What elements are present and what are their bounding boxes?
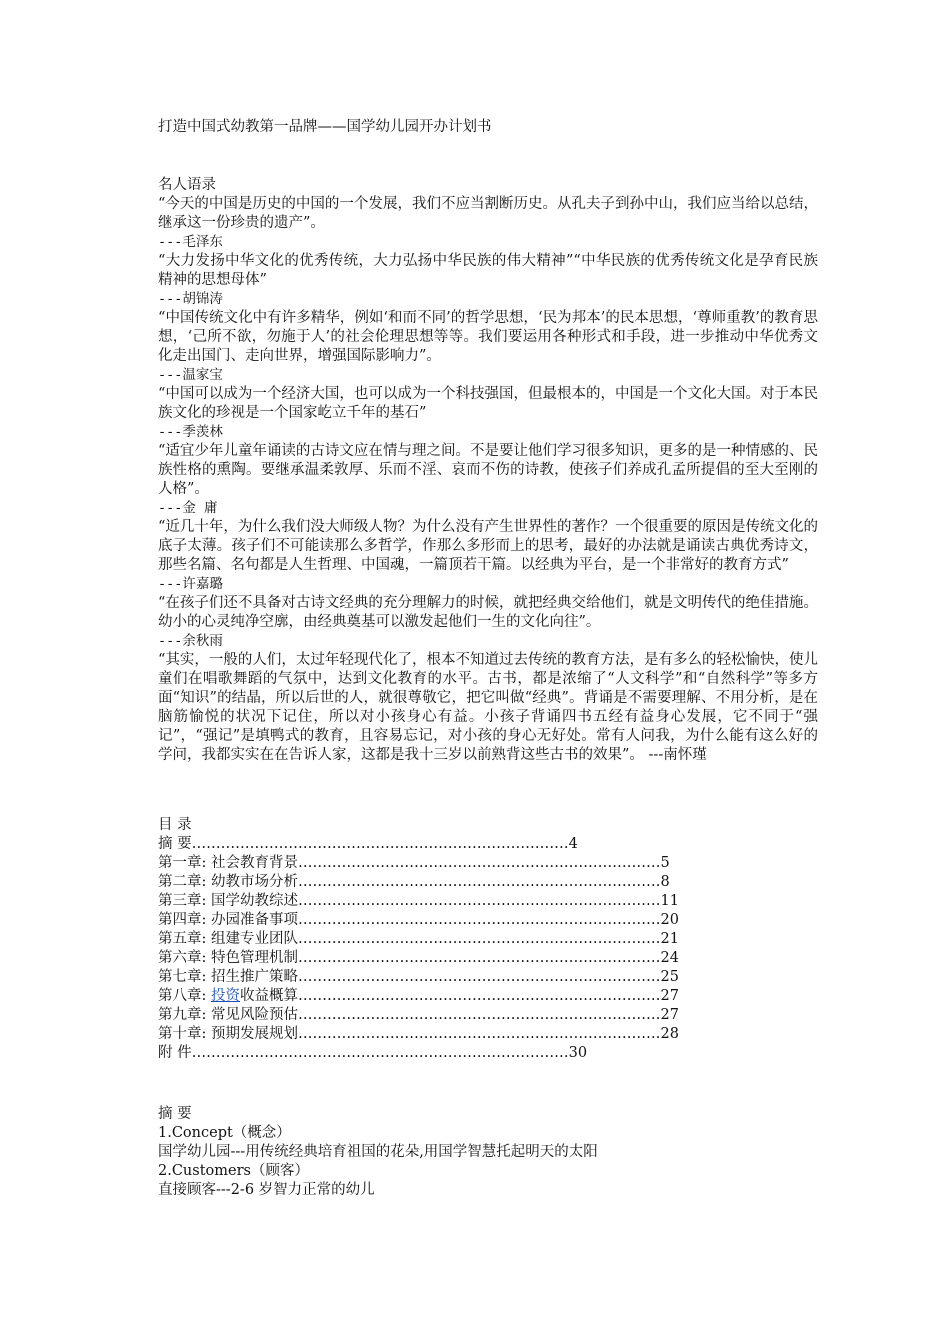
summary-line: 国学幼儿园---用传统经典培育祖国的花朵,用国学智慧托起明天的太阳	[158, 1144, 598, 1160]
table-of-contents	[158, 835, 818, 1063]
summary-line: 直接顾客---2-6 岁智力正常的幼儿	[158, 1182, 375, 1198]
toc-entry[interactable]	[158, 835, 818, 854]
toc-entry[interactable]	[158, 911, 818, 930]
toc-leader-dots: ……………………………………………………………………	[191, 836, 569, 852]
toc-entry[interactable]	[158, 968, 818, 987]
toc-page-number: 30	[568, 1045, 588, 1061]
toc-entry[interactable]	[158, 949, 818, 968]
quote-text: “适宜少年儿童年诵读的古诗文应在情与理之间。不是要让他们学习很多知识，更多的是一种情感的、民族性格的熏陶。要继承温柔敦厚、乐而不淫、哀而不伤的诗教，使孩子们养成孔孟所提倡的至大至刚的人格”。	[158, 443, 818, 497]
summary-line: 1.Concept（概念）	[158, 1125, 291, 1141]
toc-heading: 目 录	[158, 817, 192, 833]
toc-leader-dots: ……………………………………………………………………	[191, 1045, 569, 1061]
toc-leader-dots: …………………………………………………………………	[298, 1026, 661, 1042]
summary-section	[158, 1124, 818, 1200]
toc-entry[interactable]	[158, 987, 818, 1006]
quote-text: “大力发扬中华文化的优秀传统，大力弘扬中华民族的伟大精神”“中华民族的优秀传统文化是孕育民族精神的思想母体”	[158, 253, 818, 288]
toc-page-number: 27	[660, 1007, 679, 1023]
toc-page-number: 5	[660, 855, 670, 871]
quote-text: “其实，一般的人们，太过年轻现代化了，根本不知道过去传统的教育方法，是有多么的轻松愉快，使儿童们在唱歌舞蹈的气氛中，达到文化教育的水平。古书，都是浓缩了“人文科学”和“自然科学”等多方面“知识”的结晶，所以后世的人，就很尊敬它，把它叫做“经典”。背诵是不需要理解、不用分析，是在脑筋愉悦的状况下记住，所以对小孩身心有益。小孩子背诵四书五经有益身心发展，它不同于“强记”，“强记”是填鸭式的教育，且容易忘记，对小孩的身心无好处。常有人问我，为什么能有这么好的学问，我都实实在在告诉人家，这都是我十三岁以前熟背这些古书的效果”。 ---南怀瑾	[158, 652, 818, 763]
toc-entry-label: 第四章: 办园准备事项	[158, 912, 298, 928]
toc-entry-label-suffix: 收益概算	[240, 988, 298, 1004]
toc-leader-dots: …………………………………………………………………	[298, 931, 661, 947]
quote-author: ---季羡林	[158, 424, 223, 440]
toc-page-number: 11	[660, 893, 679, 909]
toc-entry-label: 第二章: 幼教市场分析	[158, 874, 298, 890]
toc-entry[interactable]	[158, 892, 818, 911]
quote-text: “近几十年，为什么我们没大师级人物？为什么没有产生世界性的著作？一个很重要的原因是传统文化的底子太薄。孩子们不可能读那么多哲学，作那么多形而上的思考，最好的办法就是诵读古典优秀诗文，那些名篇、名句都是人生哲理、中国魂，一篇顶若干篇。以经典为平台，是一个非常好的教育方式”	[158, 519, 818, 573]
toc-entry-label: 第六章: 特色管理机制	[158, 950, 298, 966]
toc-entry[interactable]	[158, 873, 818, 892]
toc-leader-dots: …………………………………………………………………	[298, 950, 661, 966]
summary-heading: 摘 要	[158, 1106, 192, 1122]
toc-entry-label: 第十章: 预期发展规划	[158, 1026, 298, 1042]
toc-page-number: 21	[660, 931, 679, 947]
quote-text: “中国可以成为一个经济大国，也可以成为一个科技强国，但最根本的，中国是一个文化大国。对于本民族文化的珍视是一个国家屹立千年的基石”	[158, 386, 818, 421]
toc-entry[interactable]	[158, 1025, 818, 1044]
toc-entry[interactable]	[158, 1044, 818, 1063]
toc-entry-label: 附 件	[158, 1045, 192, 1061]
toc-page-number: 27	[660, 988, 679, 1004]
summary-line: 2.Customers（顾客）	[158, 1163, 309, 1179]
quote-author: ---温家宝	[158, 367, 223, 383]
quote-author: ---胡锦涛	[158, 291, 223, 307]
toc-entry[interactable]	[158, 1006, 818, 1025]
quote-author: ---毛泽东	[158, 234, 223, 250]
toc-leader-dots: …………………………………………………………………	[298, 1007, 661, 1023]
toc-page-number: 8	[660, 874, 670, 890]
toc-page-number: 28	[660, 1026, 679, 1042]
quote-author: ---余秋雨	[158, 633, 223, 649]
toc-leader-dots: …………………………………………………………………	[298, 893, 661, 909]
quote-author: ---金 庸	[158, 500, 218, 516]
toc-leader-dots: …………………………………………………………………	[298, 874, 661, 890]
toc-entry-link[interactable]: 投资	[211, 988, 240, 1004]
toc-leader-dots: …………………………………………………………………	[298, 912, 661, 928]
toc-entry-label: 第八章:	[158, 988, 211, 1004]
quote-author: ---许嘉璐	[158, 576, 223, 592]
toc-entry-label: 第九章: 常见风险预估	[158, 1007, 298, 1023]
toc-leader-dots: …………………………………………………………………	[298, 969, 661, 985]
quote-text: “中国传统文化中有许多精华，例如‘和而不同’的哲学思想，‘民为邦本’的民本思想，‘尊师重教’的教育思想，‘己所不欲，勿施于人’的社会伦理思想等等。我们要运用各种形式和手段，进一步推动中华优秀文化走出国门、走向世界，增强国际影响力”。	[158, 310, 818, 364]
toc-entry-label: 第一章: 社会教育背景	[158, 855, 298, 871]
toc-entry-label: 第五章: 组建专业团队	[158, 931, 298, 947]
document-title: 打造中国式幼教第一品牌——国学幼儿园开办计划书	[158, 119, 492, 135]
toc-entry-label: 第三章: 国学幼教综述	[158, 893, 298, 909]
quote-text: “在孩子们还不具备对古诗文经典的充分理解力的时候，就把经典交给他们，就是文明传代的绝佳措施。幼小的心灵纯净空廓，由经典奠基可以激发起他们一生的文化向往”。	[158, 595, 818, 630]
toc-entry-label: 摘 要	[158, 836, 192, 852]
toc-page-number: 25	[660, 969, 679, 985]
toc-leader-dots: …………………………………………………………………	[298, 855, 661, 871]
toc-page-number: 20	[660, 912, 679, 928]
document-page	[158, 112, 818, 1200]
quotes-list	[158, 195, 818, 765]
quotes-heading: 名人语录	[158, 177, 216, 193]
toc-entry[interactable]	[158, 854, 818, 873]
toc-page-number: 24	[660, 950, 679, 966]
toc-leader-dots: …………………………………………………………………	[298, 988, 661, 1004]
toc-entry[interactable]	[158, 930, 818, 949]
toc-entry-label: 第七章: 招生推广策略	[158, 969, 298, 985]
quote-text: “今天的中国是历史的中国的一个发展，我们不应当割断历史。从孔夫子到孙中山，我们应当给以总结，继承这一份珍贵的遗产”。	[158, 196, 818, 231]
toc-page-number: 4	[568, 836, 578, 852]
